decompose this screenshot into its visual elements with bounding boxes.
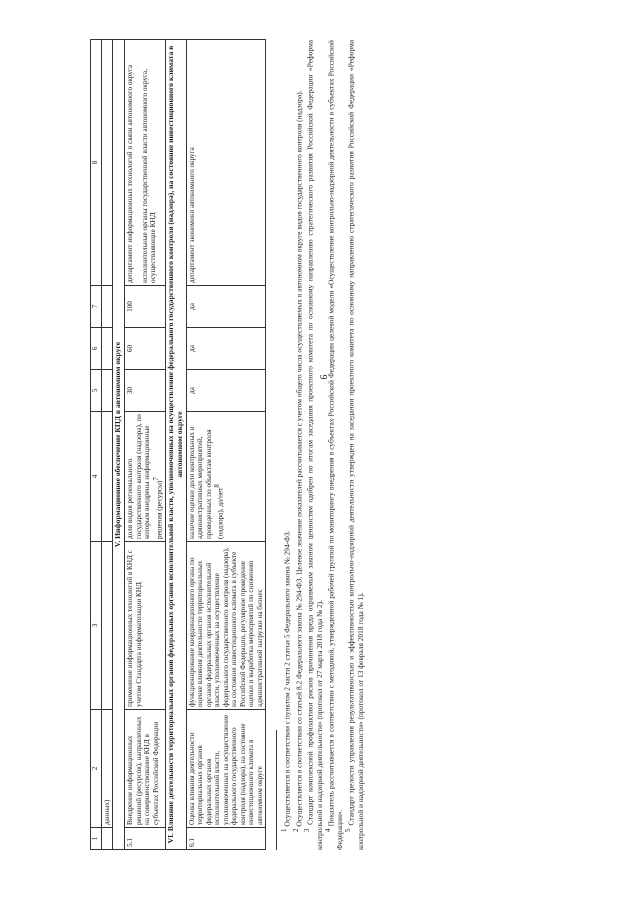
header-cell: 8 bbox=[91, 40, 102, 286]
footnote-text: Осуществляется в соответствии с пунктом 2 части 2 статьи 5 Федерального закона № 294-ФЗ. bbox=[282, 530, 292, 827]
page-number: 9 bbox=[317, 374, 328, 380]
footnote-mark: 4 bbox=[323, 828, 332, 832]
continued-row bbox=[102, 40, 113, 850]
row-number: 5.1 bbox=[125, 828, 165, 850]
row-description: применение информационных технологий в КНД с учетом Стандарта информатизации КНД bbox=[125, 542, 165, 710]
header-cell: 3 bbox=[91, 542, 102, 710]
row-description: функционирование координационного органа по оценке влияния деятельности территориальных органов федеральных органов исполнительной власти, уполномоченных на осуществление федерального государственного контроля (надзора), на состояние инвестиционного климата в субъекте Российской Федерации, регулярное проведение оценки и выработка мероприятий по снижению административной нагрузки на бизнес bbox=[186, 542, 265, 710]
value-cell: 30 bbox=[125, 370, 165, 412]
footnote-text: Осуществляется в соответствии со статьей 8.2 Федерального закона № 294-ФЗ. Целевое значение показателей рассчитывается с учетом общего числа осуществляемых в автономном округе видов государственного контроля (надзора). bbox=[294, 90, 303, 827]
section-6-title-row bbox=[165, 40, 186, 850]
footnote-mark: 2 bbox=[291, 828, 300, 832]
footnote-rule bbox=[276, 730, 277, 850]
section-5-title-row bbox=[113, 40, 125, 850]
footnote bbox=[303, 40, 324, 850]
footnote bbox=[280, 40, 292, 850]
value-cell: да bbox=[186, 370, 265, 412]
header-cell: 7 bbox=[91, 286, 102, 328]
row-name: Оценка влияния деятельности территориальных органов федеральных органов исполнительной власти, уполномоченных на осуществление федерального государственного контроля (надзора), на состояние инвестиционного климата в автономном округе bbox=[186, 710, 265, 828]
header-cell: 4 bbox=[91, 412, 102, 542]
footnote-ref: 8 bbox=[213, 484, 222, 488]
footnote-ref: 7 bbox=[151, 477, 160, 481]
column-numbers-row bbox=[91, 40, 102, 850]
responsible-cell bbox=[125, 40, 165, 286]
responsible-cell: департамент экономики автономного округа bbox=[186, 40, 265, 286]
continued-fragment: данных) bbox=[102, 710, 113, 828]
activities-table bbox=[90, 39, 266, 850]
footnotes bbox=[276, 40, 365, 850]
header-cell: 2 bbox=[91, 710, 102, 828]
responsible-primary: департамент информационных технологий и связи автономного округа bbox=[126, 64, 135, 283]
value-cell: 60 bbox=[125, 328, 165, 370]
value-cell: 100 bbox=[125, 286, 165, 328]
row-indicator: доля видов регионального государственного контроля (надзора), по которым внедрены информационные решения (ресурсы)$^7$ bbox=[125, 412, 165, 542]
header-cell: 6 bbox=[91, 328, 102, 370]
responsible-secondary: исполнительные органы государственной власти автономного округа, осуществляющие КНД bbox=[140, 69, 158, 283]
section-6-title: VI. Влияние деятельности территориальных органов федеральных органов исполнительной власти, уполномоченных на осуществление федерального государственного контроля (надзора), на состояние инвестиционного климата в автономном округе bbox=[165, 40, 186, 850]
header-cell: 5 bbox=[91, 370, 102, 412]
footnote bbox=[344, 40, 365, 850]
section-5-title: V. Информационное обеспечение КПД в автономном округе bbox=[113, 40, 125, 850]
row-number: 6.1 bbox=[186, 828, 265, 850]
value-cell: да bbox=[186, 286, 265, 328]
value-cell: да bbox=[186, 328, 265, 370]
footnote-text: Стандарт зрелости управления результативностью и эффективностью контрольно-надзорной деятельности утвержден на заседании проектного комитета по основному направлению стратегического развития Российской Федерации «Реформа контрольной и надзорной деятельности» (протокол от 13 февраля 2018 года № 1). bbox=[346, 40, 365, 850]
footnote-text: Показатель рассчитывается в соответствии с методикой, утвержденной рабочей группой по мониторингу внедрения в субъектах Российской Федерации целевой модели «Осуществление контрольно-надзорной деятельности в субъектах Российской Федерации». bbox=[326, 40, 345, 850]
footnote-mark: 3 bbox=[303, 828, 312, 832]
table-row bbox=[125, 40, 165, 850]
footnote-text: Стандарт комплексной профилактики рисков причинения вреда охраняемым законом ценностям одобрен по итогам заседания проектного комитета по основному направлению стратегического развития Российской Федерации «Реформа контрольной и надзорной деятельности» (протокол от 27 марта 2018 года № 2). bbox=[305, 40, 324, 850]
row-name: Внедрение информационных решений (ресурсов), направленных на совершенствование КНД в субъектах Российской Федерации bbox=[125, 710, 165, 828]
header-cell: 1 bbox=[91, 828, 102, 850]
footnote bbox=[324, 40, 345, 850]
footnote bbox=[292, 40, 304, 850]
footnote-mark: 1 bbox=[280, 828, 289, 832]
footnote-mark: 5 bbox=[344, 828, 353, 832]
table-row bbox=[186, 40, 265, 850]
rotated-page-content bbox=[90, 40, 550, 850]
row-indicator: наличие оценки доли контрольных и административных мероприятий, проведенных по объектам контроля (надзора), да/нет$^8$ bbox=[186, 412, 265, 542]
